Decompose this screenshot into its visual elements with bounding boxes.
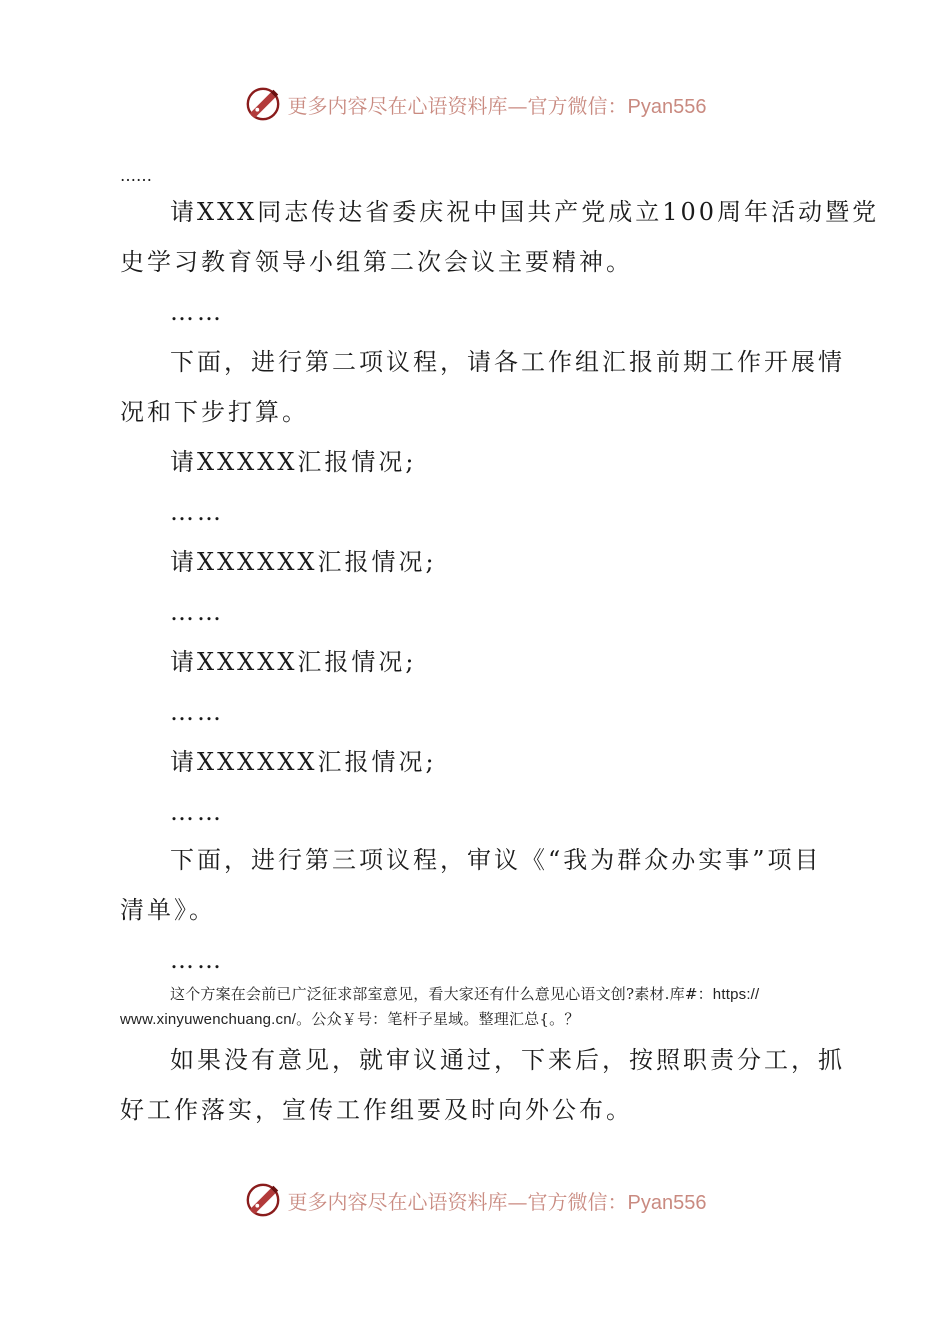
paragraph-line: 好工作落实，宣传工作组要及时向外公布。: [120, 1096, 633, 1124]
ellipsis-line: ……: [170, 498, 224, 526]
banner-slogan: 更多内容尽在心语资料库—官方微信：: [287, 1189, 628, 1214]
ellipsis-line: ……: [120, 166, 152, 185]
footer-banner: [0, 1178, 950, 1222]
paragraph-line: 请XXXXXX汇报情况;: [170, 748, 437, 776]
paragraph-line: 况和下步打算。: [120, 398, 309, 426]
paragraph-line: 请XXXXXX汇报情况;: [170, 548, 437, 576]
paragraph-line: 请XXXXX汇报情况;: [170, 648, 417, 676]
pen-nib-logo-icon: [244, 1181, 282, 1219]
paragraph-line: 下面，进行第三项议程，审议《“我为群众办实事”项目: [170, 846, 822, 874]
note-url-part-b: www.xinyuwenchuang.cn/: [120, 1011, 297, 1028]
banner-content: [244, 85, 707, 123]
banner-content: [244, 1181, 707, 1219]
note-text-b: 。公众￥号：笔杆子星域。整理汇总{。？: [296, 1010, 580, 1028]
ellipsis-line: ……: [170, 298, 224, 326]
paragraph-line: 史学习教育领导小组第二次会议主要精神。: [120, 248, 633, 276]
ellipsis-line: ……: [170, 598, 224, 626]
ellipsis-line: ……: [170, 946, 224, 974]
ellipsis-line: ……: [170, 698, 224, 726]
paragraph-line: 请XXXXX汇报情况;: [170, 448, 417, 476]
paragraph-line: 请XXX同志传达省委庆祝中国共产党成立100周年活动暨党: [170, 198, 880, 226]
note-url-part-a: https://: [712, 986, 760, 1003]
note-line-1: [120, 982, 836, 1007]
note-text-a: 这个方案在会前已广泛征求部室意见，看大家还有什么意见心语文创?素材.库#：: [170, 985, 713, 1003]
banner-text: [288, 90, 707, 119]
banner-slogan: 更多内容尽在心语资料库—官方微信：: [287, 93, 628, 118]
header-banner: [0, 82, 950, 126]
banner-wechat-handle: Pyan556: [627, 1191, 707, 1214]
banner-text: [288, 1186, 707, 1215]
paragraph-line: 清单》。: [120, 896, 216, 924]
note-paragraph: [120, 982, 836, 1032]
pen-nib-logo-icon: [244, 85, 282, 123]
banner-wechat-handle: Pyan556: [627, 95, 707, 118]
paragraph-line: 下面，进行第二项议程，请各工作组汇报前期工作开展情: [170, 348, 845, 376]
paragraph-line: 如果没有意见，就审议通过，下来后，按照职责分工，抓: [170, 1046, 845, 1074]
ellipsis-line: ……: [170, 798, 224, 826]
note-line-2: [120, 1007, 836, 1032]
